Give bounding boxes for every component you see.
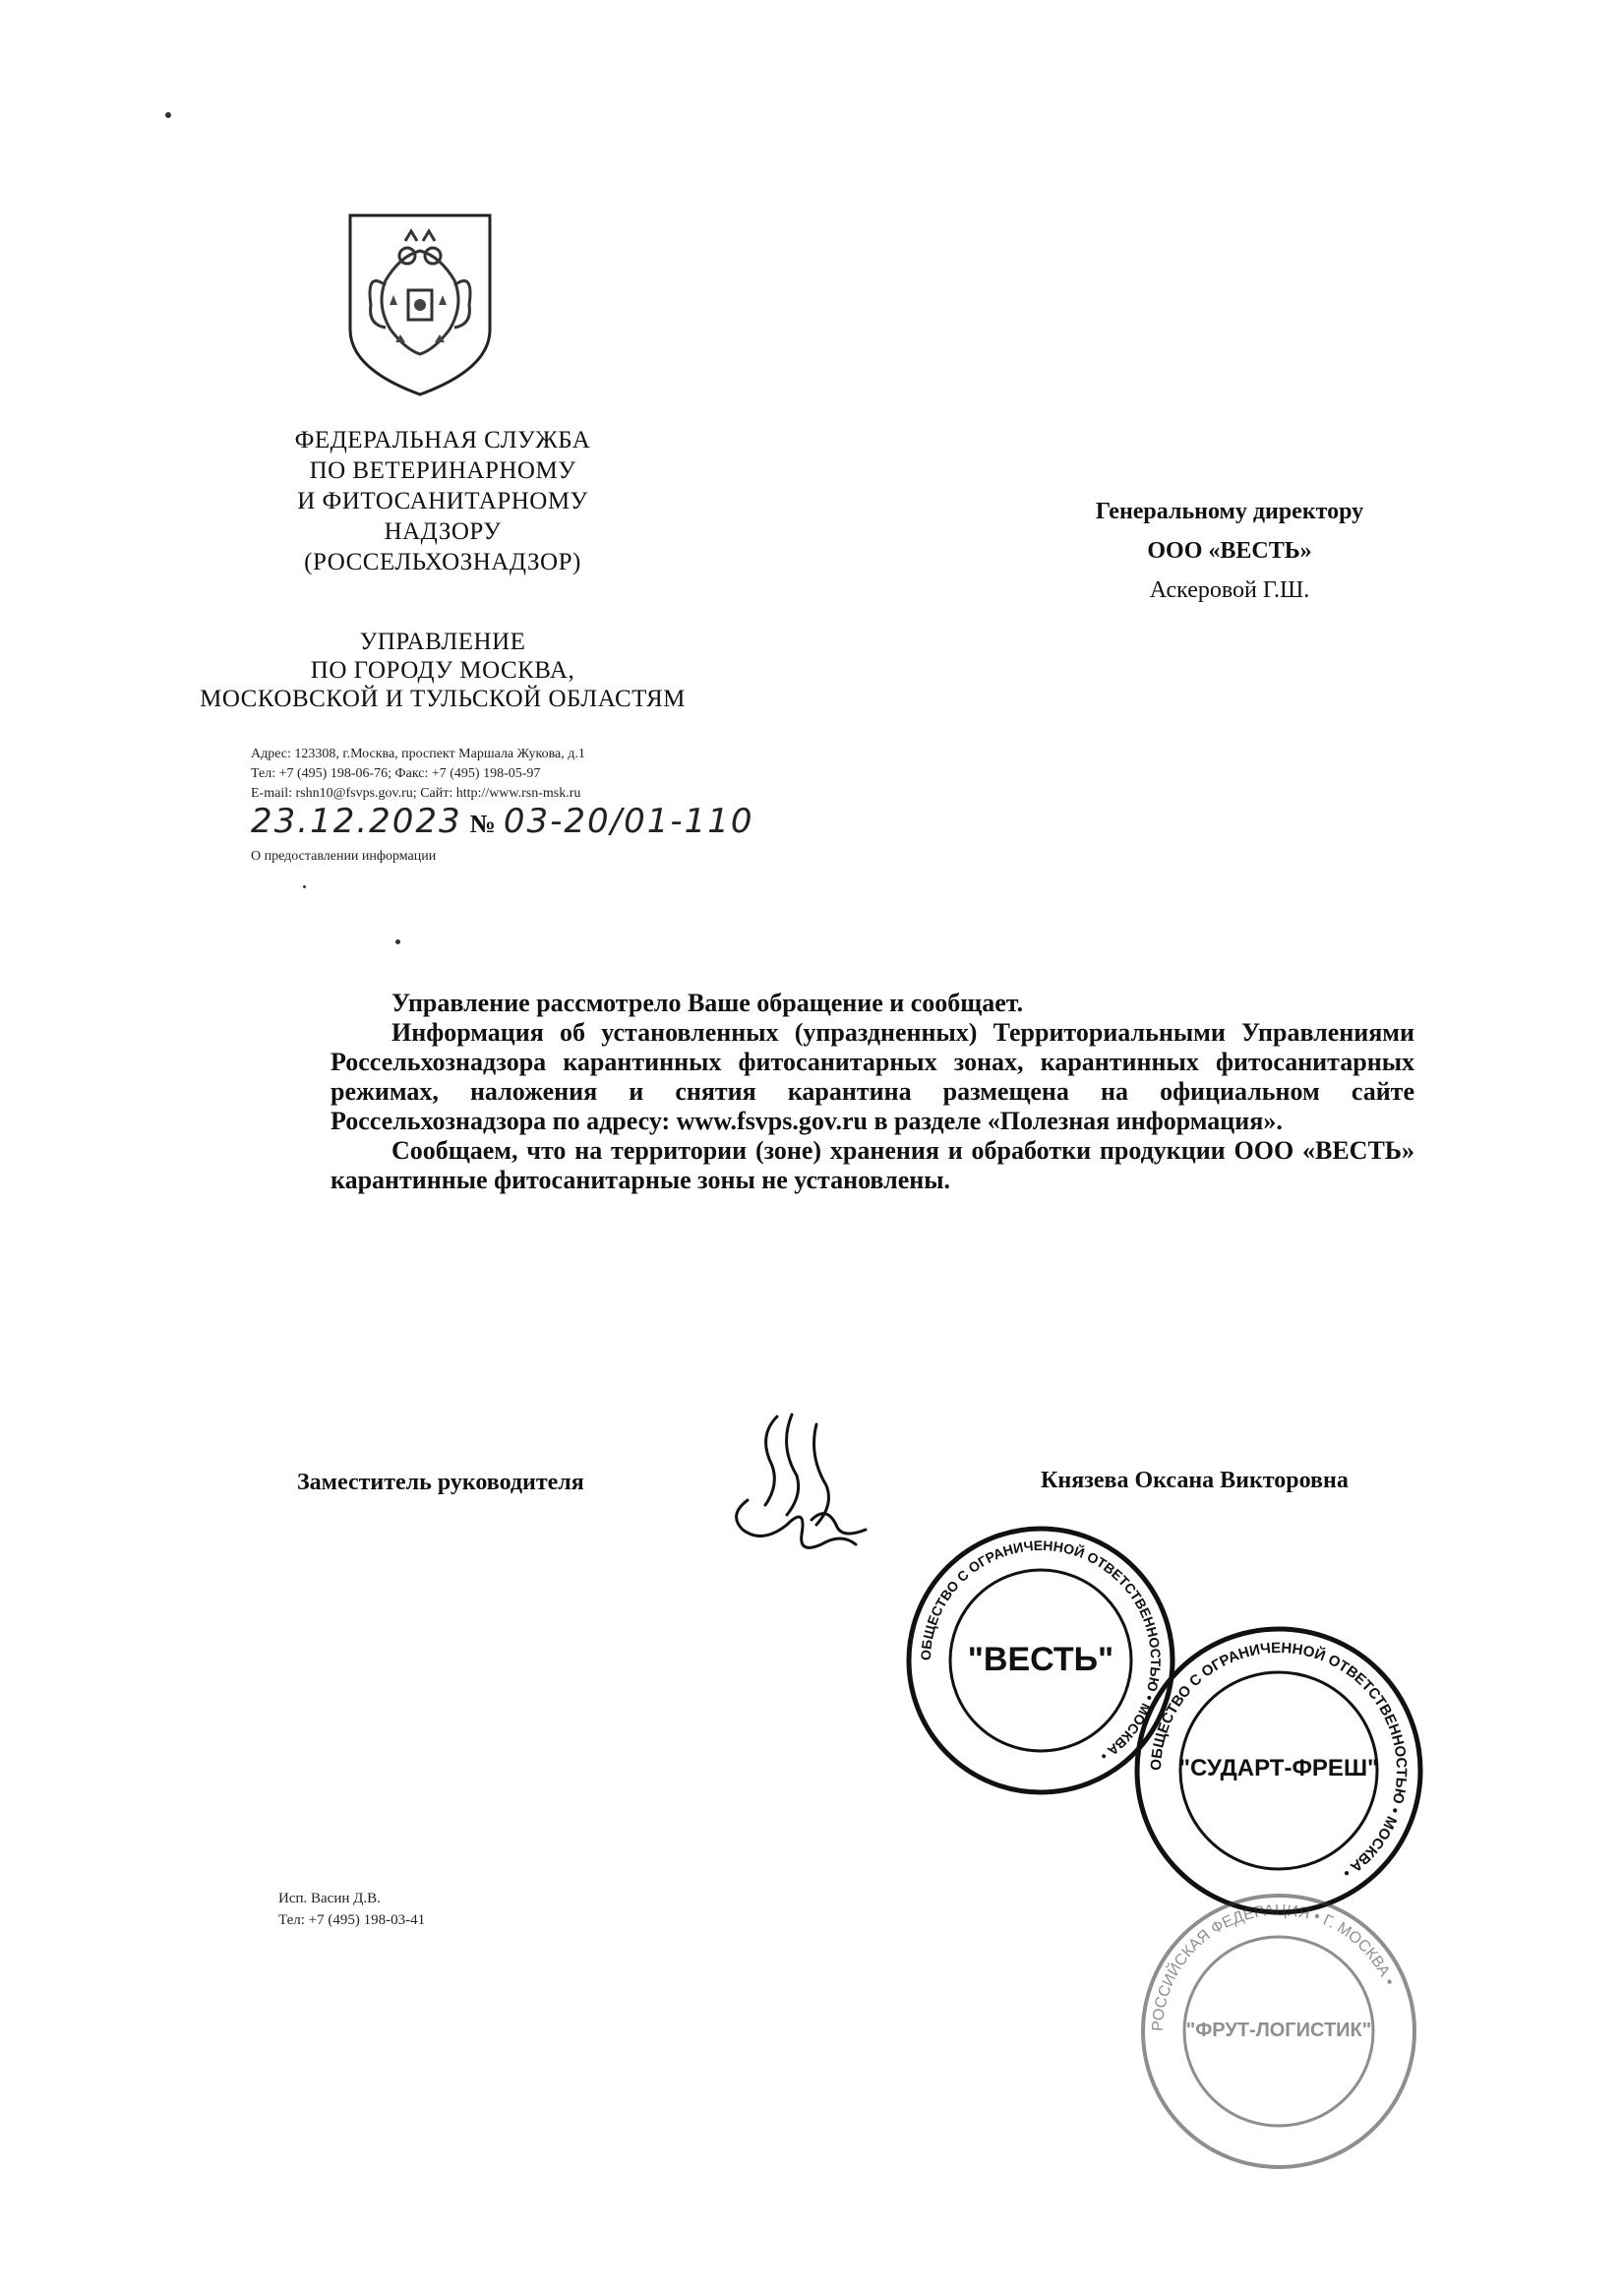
body-paragraph: Управление рассмотрело Ваше обращение и сообщает. (391, 989, 1024, 1017)
scan-speck (395, 939, 400, 944)
contacts-block (251, 745, 585, 804)
letter-date: 23.12.2023 (251, 802, 462, 841)
handwritten-signature (718, 1407, 875, 1574)
department-block (167, 628, 718, 713)
executor-name: Исп. Васин Д.В. (278, 1891, 381, 1906)
stamp-ring-text: ОБЩЕСТВО С ОГРАНИЧЕННОЙ ОТВЕТСТВЕННОСТЬЮ • МОСКВА • (1147, 1639, 1411, 1882)
stamp-ring-text: РОССИЙСКАЯ ФЕДЕРАЦИЯ • Г. МОСКВА • (1149, 1901, 1398, 2032)
dept-line: УПРАВЛЕНИЕ (359, 629, 526, 655)
email-site-line: E-mail: rshn10@fsvps.gov.ru; Сайт: http://www.rsn-msk.ru (251, 786, 581, 801)
stamp-center-text: "СУДАРТ-ФРЕШ" (1178, 1755, 1379, 1781)
phone-fax-line: Тел: +7 (495) 198-06-76; Факс: +7 (495) 198-05-97 (251, 766, 541, 781)
executor-phone: Тел: +7 (495) 198-03-41 (278, 1912, 426, 1928)
org-line: (РОССЕЛЬХОЗНАДЗОР) (304, 549, 581, 575)
body-paragraph: Сообщаем, что на территории (зоне) хранения и обработки продукции ООО «ВЕСТЬ» карантинные фитосанитарные зоны не установлены. (331, 1136, 1414, 1194)
dept-line: ПО ГОРОДУ МОСКВА, (310, 657, 575, 684)
scan-speck (303, 885, 306, 888)
addressee-name: Аскеровой Г.Ш. (1149, 577, 1310, 603)
letter-body (331, 989, 1414, 1195)
body-paragraph: Информация об установленных (упраздненных) Территориальными Управлениями Россельхознадзора карантинных фитосанитарных зонах, карантинных фитосанитарных режимах, наложения и снятия карантина размещена на официальном сайте Россельхознадзора по адресу: www.fsvps.gov.ru в разделе «Полезная информация». (331, 1018, 1414, 1135)
company-stamp (1131, 1623, 1426, 1918)
org-line: И ФИТОСАНИТАРНОМУ (297, 488, 588, 514)
signatory-name: Князева Оксана Викторовна (1041, 1468, 1349, 1493)
addressee-block (1033, 492, 1426, 610)
number-sign: № (469, 810, 496, 838)
scan-speck (165, 112, 171, 118)
addressee-position: Генеральному директору (1095, 499, 1364, 524)
executor-block (278, 1888, 425, 1931)
org-line: НАДЗОРУ (384, 518, 502, 545)
stamp-center-text: "ВЕСТЬ" (967, 1641, 1114, 1678)
company-stamp (1136, 1889, 1421, 2174)
org-line: ПО ВЕТЕРИНАРНОМУ (309, 457, 576, 484)
org-name-block (167, 425, 718, 577)
stamp-ring-text: ОБЩЕСТВО С ОГРАНИЧЕННОЙ ОТВЕТСТВЕННОСТЬЮ • МОСКВА • (917, 1537, 1165, 1765)
stamp-center-text: "ФРУТ-ЛОГИСТИК" (1185, 2020, 1372, 2041)
dept-line: МОСКОВСКОЙ И ТУЛЬСКОЙ ОБЛАСТЯМ (200, 686, 686, 712)
registration-line (251, 802, 754, 841)
addressee-company: ООО «ВЕСТЬ» (1147, 538, 1312, 564)
address-line: Адрес: 123308, г.Москва, проспект Маршала Жукова, д.1 (251, 747, 585, 761)
russian-coat-of-arms-icon (346, 211, 494, 398)
org-line: ФЕДЕРАЛЬНАЯ СЛУЖБА (294, 427, 591, 453)
letter-subject: О предоставлении информации (251, 849, 437, 864)
letter-number: 03-20/01-110 (503, 802, 754, 841)
signatory-title: Заместитель руководителя (297, 1470, 584, 1495)
